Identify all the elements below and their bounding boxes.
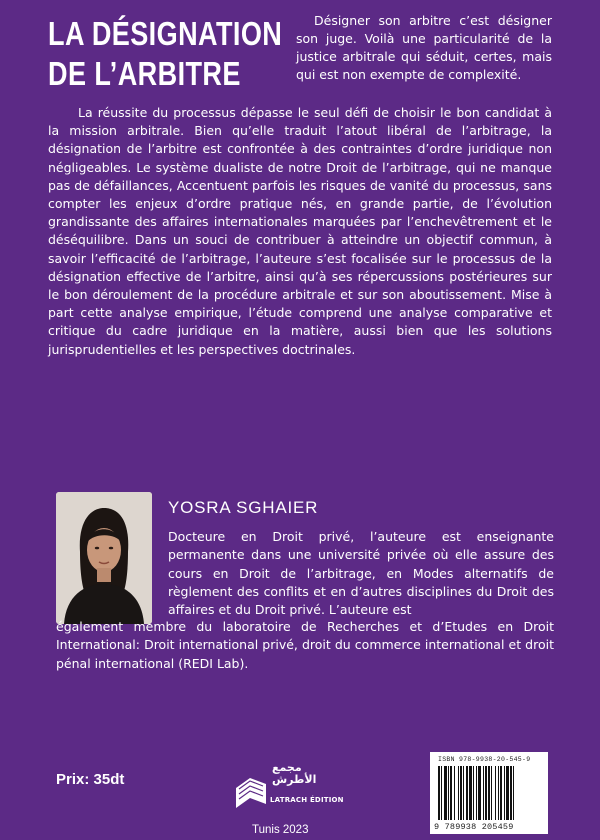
isbn-label: ISBN 978-9938-20-545-9 [438,756,531,763]
book-title-line-1: LA DÉSIGNATION [48,15,283,52]
author-bio-part-1: Docteure en Droit privé, l’auteure est enseignante permanente dans une université privée où elle assure des cours en Droit de l’arbitrage, en Modes alternatifs de règlement des conflits et en d’autres disciplines du Droit des affaires et du Droit privé. L’auteure est [168,529,554,618]
summary-paragraph: La réussite du processus dépasse le seul défi de choisir le bon candidat à la mission arbitrale. Bien qu’elle traduit l’atout libéral de l’arbitrage, la désignation de l’arbitre est confrontée à des contraintes d’ordre juridique non négligeables. Le système dualiste de notre Droit de l’arbitrage, qui ne manque pas de défaillances, Accentuent parfois les risques de vanité du processus, sans compter les enjeux d’ordre pratique nés, en grande partie, de l’évolution grandissante des affaires internationales marquées par l’enchevêtrement et le déséquilibre. Dans un souci de contribuer à atteindre un objectif commun, à savoir l’efficacité de l’arbitrage, l’auteure s’est focalisée sur le processus de la désignation effective de l’arbitre, ainsi qu’à ses répercussions postérieures sur le bon déroulement de la procédure arbitrale et sur son aboutissement. Mise à part cette analyse empirique, l’étude comprend une analyse comparative et critique du cadre juridique en la matière, aussi bien que les solutions jurisprudentielles et les perspectives doctrinales. [48,105,552,357]
barcode-icon [438,766,540,822]
book-title-line-2: DE L’ARBITRE [48,55,241,92]
price-label: Prix: 35dt [56,771,125,788]
author-bio-part-2: également membre du laboratoire de Recherches et d’Etudes en Droit International: Droit international privé, droit du commerce international et droit pénal international (REDI Lab). [56,619,554,671]
publisher-name-arabic: مجمع الأطرش [272,761,317,786]
author-portrait-image [56,492,152,624]
intro-paragraph: Désigner son arbitre c’est désigner son juge. Voilà une particularité de la justice arbitrale qui séduit, certes, mais qui est non exempte de complexité. [296,13,552,82]
barcode-block [430,752,548,834]
publisher-block [230,758,344,836]
author-name: YOSRA SGHAIER [168,498,319,517]
publisher-city-year: Tunis 2023 [252,824,309,836]
publisher-name-latin: LATRACH ÉDITION [270,796,344,804]
author-photo [56,492,152,624]
isbn-digits: 9 789938 205459 [434,822,514,832]
book-title [48,14,283,94]
